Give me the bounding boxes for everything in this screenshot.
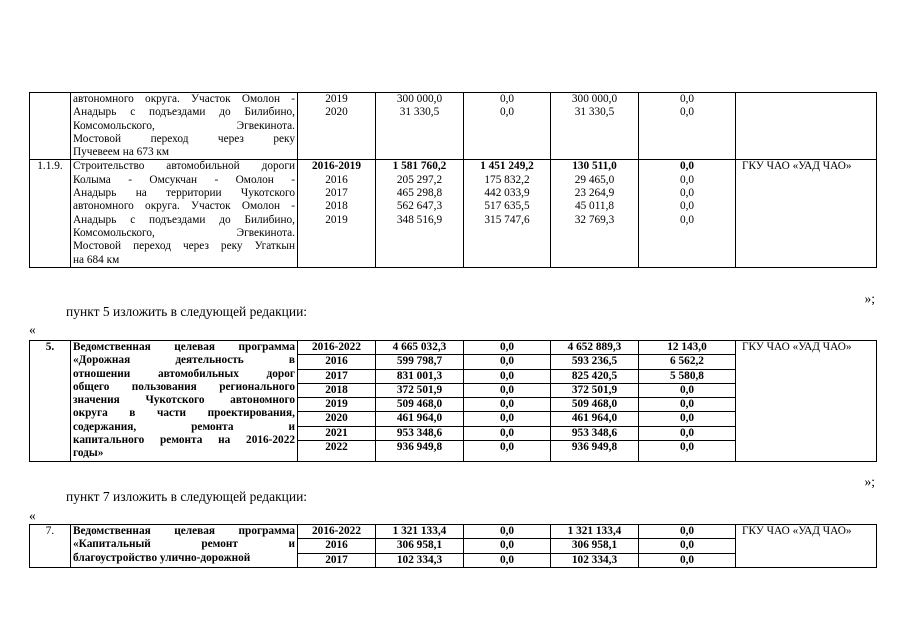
- value-line: 102 334,3: [376, 553, 463, 567]
- paragraph-instruction-7: пункт 7 изложить в следующей редакции:: [66, 489, 308, 504]
- years-cell: [298, 525, 376, 568]
- value-line: 175 832,2: [484, 173, 530, 186]
- value-line: 2017: [298, 369, 375, 383]
- value-line: 2020: [298, 411, 375, 425]
- value-line: 2021: [298, 426, 375, 440]
- value-line: 31 330,5: [574, 106, 615, 119]
- value-line: 0,0: [679, 213, 695, 226]
- value-line: 4 652 889,3: [567, 341, 622, 353]
- description-line: Комсомольского, Эгвекинота.: [73, 119, 295, 132]
- total-cell: [376, 160, 464, 267]
- value-line: 0,0: [639, 426, 735, 440]
- value-line: 0,0: [499, 341, 515, 353]
- opening-quote: «: [29, 322, 36, 337]
- row-number: [30, 93, 71, 160]
- description-line: благоустройство улично-дорожной: [73, 551, 251, 564]
- value-line: 2019: [325, 93, 348, 105]
- value-line: 348 516,9: [396, 213, 443, 226]
- other-cell: [639, 160, 736, 267]
- total-cell: [376, 341, 464, 462]
- row-number: 7.: [30, 525, 71, 568]
- table-row: [30, 93, 877, 160]
- value-line: 936 949,8: [551, 440, 638, 454]
- value-line: 2019: [325, 213, 348, 226]
- description-line: Ведомственная целевая программа: [73, 341, 295, 353]
- row-description: [71, 525, 298, 568]
- value-line: 0,0: [464, 354, 550, 368]
- value-line: 2016: [325, 173, 348, 186]
- description-line: автономного округа. Участок Омолон -: [73, 93, 295, 105]
- value-line: 2016-2019: [312, 160, 361, 173]
- executor-cell: [736, 93, 877, 160]
- other-cell: [639, 525, 736, 568]
- value-line: 953 348,6: [551, 426, 638, 440]
- description-line: Строительство автомобильной дороги: [73, 160, 295, 173]
- regional-cell: [551, 525, 639, 568]
- federal-cell: [464, 525, 551, 568]
- value-line: 2016: [298, 354, 375, 368]
- description-line: Анадырь на территории Чукотского: [73, 187, 295, 200]
- value-line: 1 581 760,2: [392, 160, 447, 173]
- value-line: 130 511,0: [572, 160, 617, 173]
- value-line: 306 958,1: [376, 538, 463, 552]
- other-cell: [639, 93, 736, 160]
- description-line: округа в части проектирования,: [73, 407, 295, 420]
- other-cell: [639, 341, 736, 462]
- value-line: 31 330,5: [399, 106, 440, 119]
- value-line: 205 297,2: [396, 173, 443, 186]
- value-line: 372 501,9: [551, 383, 638, 397]
- value-line: 0,0: [639, 553, 735, 567]
- value-line: 0,0: [679, 187, 695, 200]
- value-line: 0,0: [679, 173, 695, 186]
- row-description: [71, 93, 298, 160]
- value-line: 2017: [298, 553, 375, 567]
- regional-cell: [551, 93, 639, 160]
- row-description: [71, 341, 298, 462]
- description-line: содержания, ремонта и: [73, 420, 295, 433]
- value-line: 509 468,0: [376, 397, 463, 411]
- federal-cell: [464, 160, 551, 267]
- value-line: 0,0: [464, 411, 550, 425]
- years-cell: [298, 93, 376, 160]
- value-line: 461 964,0: [376, 411, 463, 425]
- value-line: 6 562,2: [639, 354, 735, 368]
- description-line: Анадырь с подъездами до Билибино,: [73, 213, 295, 226]
- description-line: Колыма - Омсукчан - Омолон -: [73, 173, 295, 186]
- row-number: 1.1.9.: [30, 160, 71, 267]
- value-line: 936 949,8: [376, 440, 463, 454]
- value-line: 2016-2022: [312, 525, 361, 537]
- value-line: 0,0: [464, 538, 550, 552]
- value-line: 0,0: [639, 538, 735, 552]
- value-line: 300 000,0: [396, 93, 443, 105]
- value-line: 953 348,6: [376, 426, 463, 440]
- value-line: 0,0: [679, 525, 695, 537]
- value-line: 0,0: [464, 440, 550, 454]
- paragraph-instruction-5: пункт 5 изложить в следующей редакции:: [66, 304, 308, 319]
- value-line: 461 964,0: [551, 411, 638, 425]
- value-line: 2022: [298, 440, 375, 454]
- value-line: 0,0: [464, 397, 550, 411]
- value-line: 0,0: [464, 383, 550, 397]
- value-line: 0,0: [639, 411, 735, 425]
- opening-quote: «: [29, 508, 36, 523]
- value-line: 0,0: [464, 369, 550, 383]
- value-line: 0,0: [679, 160, 695, 173]
- value-line: 562 647,3: [396, 200, 443, 213]
- row-number: 5.: [30, 341, 71, 462]
- value-line: 0,0: [639, 383, 735, 397]
- value-line: 0,0: [499, 106, 515, 119]
- value-line: 831 001,3: [376, 369, 463, 383]
- value-line: 0,0: [464, 553, 550, 567]
- value-line: 2018: [298, 383, 375, 397]
- closing-quote: »;: [864, 474, 875, 489]
- years-cell: [298, 160, 376, 267]
- executor-cell: ГКУ ЧАО «УАД ЧАО»: [736, 525, 877, 568]
- executor-cell: ГКУ ЧАО «УАД ЧАО»: [736, 341, 877, 462]
- value-line: 1 451 249,2: [480, 160, 534, 173]
- regional-cell: [551, 341, 639, 462]
- value-line: 45 011,8: [574, 200, 615, 213]
- value-line: 0,0: [499, 525, 515, 537]
- value-line: 12 143,0: [667, 341, 707, 353]
- value-line: 23 264,9: [574, 187, 615, 200]
- description-line: общего пользования регионального: [73, 380, 295, 393]
- value-line: 1 321 133,4: [567, 525, 622, 537]
- description-line: отношении автомобильных дорог: [73, 367, 295, 380]
- value-line: 372 501,9: [376, 383, 463, 397]
- table-item-7: [29, 524, 877, 568]
- description-line: автономного округа. Участок Омолон -: [73, 200, 295, 213]
- value-line: 306 958,1: [551, 538, 638, 552]
- value-line: 4 665 032,3: [392, 341, 447, 353]
- value-line: 599 798,7: [376, 354, 463, 368]
- description-line: годы»: [73, 447, 104, 460]
- value-line: 1 321 133,4: [392, 525, 447, 537]
- value-line: 5 580,8: [639, 369, 735, 383]
- value-line: 509 468,0: [551, 397, 638, 411]
- federal-cell: [464, 341, 551, 462]
- value-line: 0,0: [679, 93, 695, 105]
- value-line: 0,0: [679, 106, 695, 119]
- value-line: 0,0: [639, 440, 735, 454]
- value-line: 2018: [325, 200, 348, 213]
- value-line: 0,0: [499, 93, 515, 105]
- description-line: Мостовой переход через реку Угаткын: [73, 240, 295, 253]
- description-line: «Капитальный ремонт и: [73, 538, 295, 551]
- description-line: Комсомольского, Эгвекинота.: [73, 226, 295, 239]
- description-line: «Дорожная деятельность в: [73, 354, 295, 367]
- table-continuation: [29, 92, 877, 268]
- description-line: Мостовой переход через реку: [73, 132, 295, 145]
- value-line: 517 635,5: [484, 200, 530, 213]
- years-cell: [298, 341, 376, 462]
- description-line: Ведомственная целевая программа: [73, 525, 295, 537]
- value-line: 0,0: [464, 426, 550, 440]
- value-line: 0,0: [639, 397, 735, 411]
- value-line: 2017: [325, 187, 348, 200]
- value-line: 442 033,9: [484, 187, 530, 200]
- federal-cell: [464, 93, 551, 160]
- value-line: 2020: [325, 106, 348, 119]
- row-description: [71, 160, 298, 267]
- description-line: на 684 км: [73, 253, 120, 266]
- value-line: 29 465,0: [574, 173, 615, 186]
- value-line: 2016-2022: [312, 341, 361, 353]
- executor-cell: ГКУ ЧАО «УАД ЧАО»: [736, 160, 877, 267]
- value-line: 2019: [298, 397, 375, 411]
- table-row: [30, 525, 877, 568]
- closing-quote: »;: [864, 291, 875, 306]
- value-line: 0,0: [679, 200, 695, 213]
- total-cell: [376, 525, 464, 568]
- value-line: 465 298,8: [396, 187, 443, 200]
- value-line: 102 334,3: [551, 553, 638, 567]
- value-line: 825 420,5: [551, 369, 638, 383]
- value-line: 315 747,6: [484, 213, 530, 226]
- regional-cell: [551, 160, 639, 267]
- value-line: 2016: [298, 538, 375, 552]
- value-line: 32 769,3: [574, 213, 615, 226]
- value-line: 300 000,0: [571, 93, 618, 105]
- table-row: [30, 160, 877, 267]
- table-row: [30, 341, 877, 462]
- description-line: значения Чукотского автономного: [73, 394, 295, 407]
- table-item-5: [29, 340, 877, 462]
- description-line: капитального ремонта на 2016-2022: [73, 434, 295, 447]
- description-line: Пучевеем на 673 км: [73, 146, 170, 159]
- total-cell: [376, 93, 464, 160]
- description-line: Анадырь с подъездами до Билибино,: [73, 106, 295, 119]
- value-line: 593 236,5: [551, 354, 638, 368]
